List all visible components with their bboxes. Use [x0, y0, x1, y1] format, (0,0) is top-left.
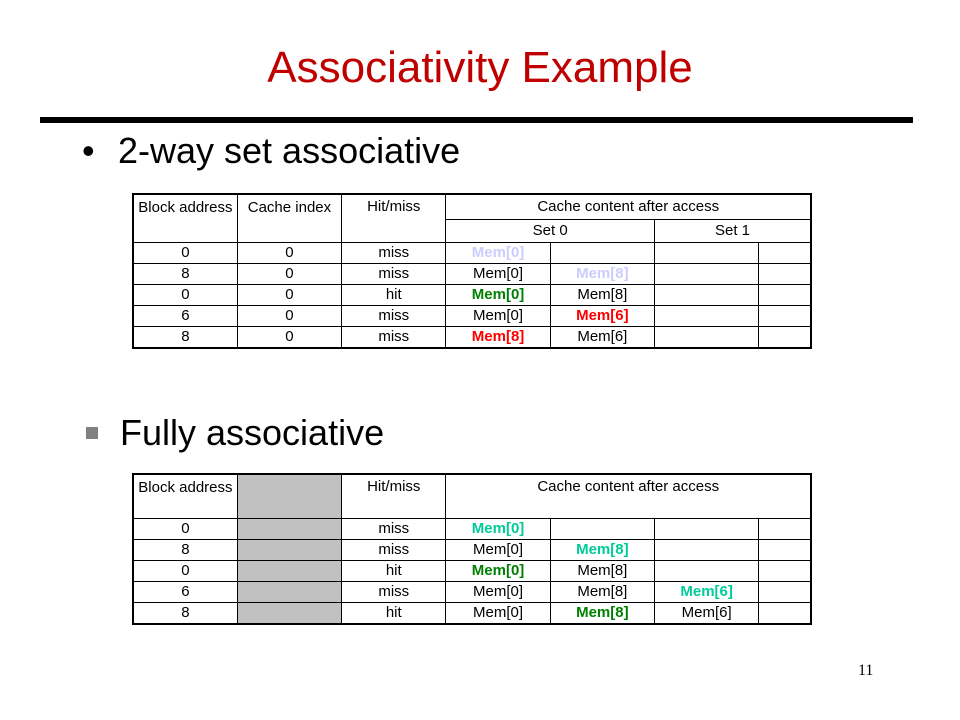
header-block-address: Block address	[133, 194, 237, 243]
header-cache-index: Cache index	[237, 194, 341, 243]
bullet-square-icon	[86, 427, 98, 439]
slide-title: Associativity Example	[267, 43, 693, 92]
bullet-fully-assoc	[82, 410, 384, 456]
table-row: 8 0 miss Mem[0] Mem[8]	[133, 264, 811, 285]
table-row: 0 hit Mem[0] Mem[8]	[133, 560, 811, 581]
table-row: 8 hit Mem[0] Mem[8] Mem[6]	[133, 602, 811, 624]
bullet-two-way-text: 2-way set associative	[118, 130, 461, 171]
header-cache-content: Cache content after access	[446, 194, 811, 220]
table-row: 8 miss Mem[0] Mem[8]	[133, 539, 811, 560]
table-row: 0 0 hit Mem[0] Mem[8]	[133, 285, 811, 306]
grey-placeholder	[237, 474, 341, 518]
header-set-1: Set 1	[654, 220, 811, 243]
table-row: 0 0 miss Mem[0]	[133, 243, 811, 264]
table-row: 8 0 miss Mem[8] Mem[6]	[133, 327, 811, 349]
header-block-address: Block address	[133, 474, 237, 518]
bullet-fully-assoc-text: Fully associative	[120, 412, 385, 453]
header-cache-content: Cache content after access	[446, 474, 811, 518]
table-row: 6 0 miss Mem[0] Mem[6]	[133, 306, 811, 327]
bullet-dot-icon: •	[82, 130, 95, 171]
bullet-two-way	[82, 128, 460, 174]
fully-assoc-table	[132, 473, 812, 625]
title-rule	[40, 117, 913, 123]
header-hit-miss: Hit/miss	[342, 474, 446, 518]
two-way-table	[132, 193, 812, 349]
header-hit-miss: Hit/miss	[342, 194, 446, 243]
table-row: 6 miss Mem[0] Mem[8] Mem[6]	[133, 581, 811, 602]
page-number: 11	[858, 662, 874, 679]
header-set-0: Set 0	[446, 220, 655, 243]
table-row: 0 miss Mem[0]	[133, 518, 811, 539]
